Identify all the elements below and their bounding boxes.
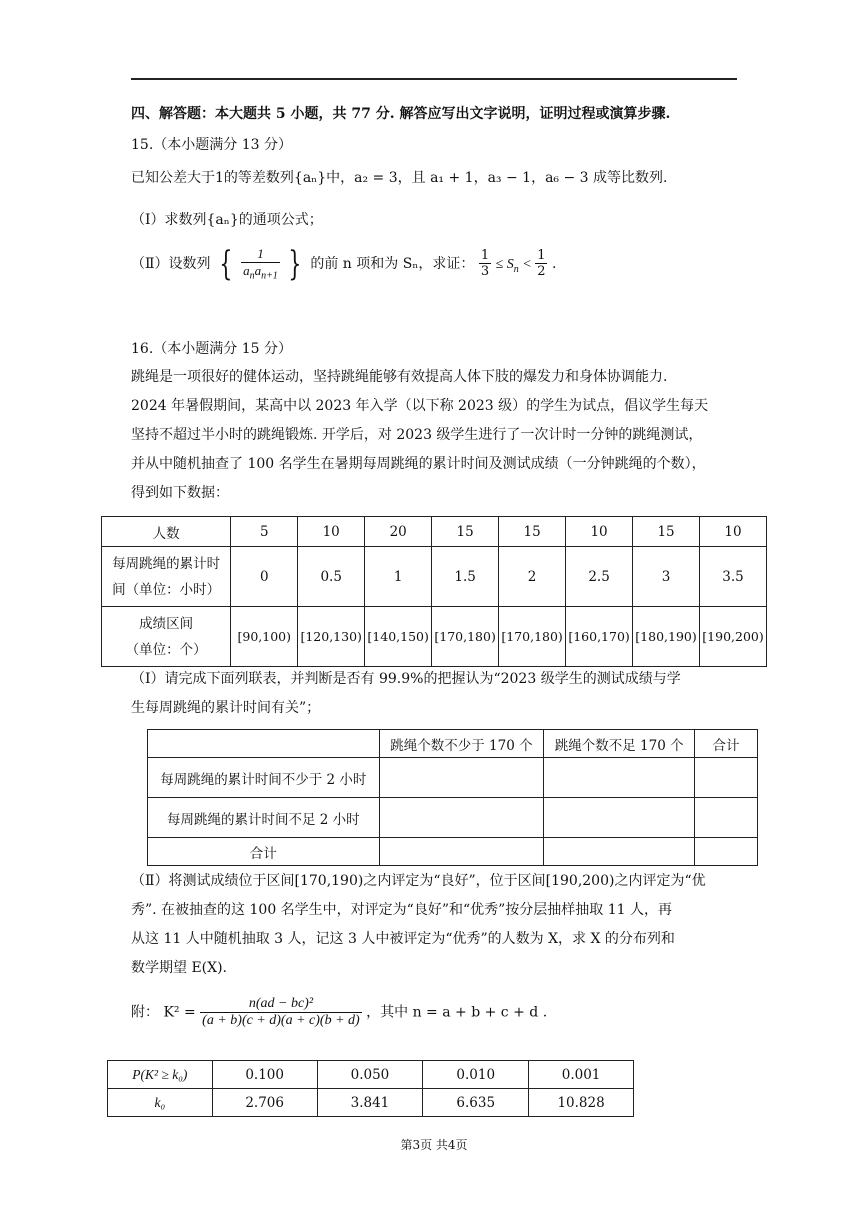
q16-part2-line2: 秀”. 在被抽查的这 100 名学生中，对评定为“良好”和“优秀”按分层抽样抽取 11 人，再 — [131, 902, 673, 918]
cell: [120,130) — [298, 607, 365, 667]
cell: 0.010 — [423, 1061, 529, 1089]
cell: [170,180) — [499, 607, 566, 667]
cell: [170,180) — [432, 607, 499, 667]
top-rule — [131, 78, 737, 80]
blank-cell[interactable] — [695, 838, 758, 866]
cell: [180,190) — [633, 607, 700, 667]
cell: 6.635 — [423, 1089, 529, 1117]
data-table — [101, 516, 767, 667]
q16-part1-line1: （Ⅰ）请完成下面列联表，并判断是否有 99.9%的把握认为“2023 级学生的测试成绩与学 — [131, 671, 681, 687]
contingency-table — [147, 729, 758, 866]
cell: 2 — [499, 547, 566, 607]
cell — [148, 730, 380, 758]
cell: 0.001 — [529, 1061, 634, 1089]
blank-cell[interactable] — [695, 798, 758, 838]
cell: 1 — [365, 547, 432, 607]
cell: 2.706 — [212, 1089, 317, 1117]
cell: [90,100) — [231, 607, 298, 667]
cell: 10 — [566, 517, 633, 547]
cell: [160,170) — [566, 607, 633, 667]
blank-cell[interactable] — [695, 758, 758, 798]
cell: 15 — [432, 517, 499, 547]
q15-part2-mid: 的前 n 项和为 Sₙ，求证： — [310, 255, 475, 272]
cell: 10 — [298, 517, 365, 547]
cell: 3 — [633, 547, 700, 607]
cell-header: 每周跳绳的累计时 间（单位：小时） — [102, 547, 231, 607]
cell: 0.5 — [298, 547, 365, 607]
cell: 0 — [231, 547, 298, 607]
q15-part1: （Ⅰ）求数列{aₙ}的通项公式； — [131, 212, 323, 228]
row-label: 合计 — [148, 838, 380, 866]
q15-title: 15.（本小题满分 13 分） — [131, 137, 292, 153]
cell: 2.5 — [566, 547, 633, 607]
q16-stem-2: 2024 年暑假期间，某高中以 2023 年入学（以下称 2023 级）的学生为试点，倡议学生每天 — [131, 398, 709, 414]
cell: 10.828 — [529, 1089, 634, 1117]
cell-header: 成绩区间 （单位：个） — [102, 607, 231, 667]
cell: 5 — [231, 517, 298, 547]
cell: [190,200) — [700, 607, 767, 667]
q16-part1-line2: 生每周跳绳的累计时间有关”； — [131, 700, 321, 716]
cell: 15 — [633, 517, 700, 547]
cell-header: 合计 — [695, 730, 758, 758]
row-label: 每周跳绳的累计时间不少于 2 小时 — [148, 758, 380, 798]
cell: 10 — [700, 517, 767, 547]
q15-part2-prefix: （Ⅱ）设数列 — [131, 255, 211, 272]
cell-header: 跳绳个数不足 170 个 — [544, 730, 695, 758]
blank-cell[interactable] — [544, 798, 695, 838]
cell: 15 — [499, 517, 566, 547]
k-table — [107, 1060, 634, 1117]
cell: [140,150) — [365, 607, 432, 667]
cell: 3.841 — [317, 1089, 423, 1117]
q16-stem-3: 坚持不超过半小时的跳绳锻炼. 开学后，对 2023 级学生进行了一次计时一分钟的跳绳测试， — [131, 427, 703, 443]
cell: 0.100 — [212, 1061, 317, 1089]
cell: 20 — [365, 517, 432, 547]
section-header: 四、解答题：本大题共 5 小题，共 77 分. 解答应写出文字说明，证明过程或演算步骤. — [131, 106, 671, 122]
page-footer: 第3页 共4页 — [400, 1138, 468, 1152]
blank-cell[interactable] — [544, 838, 695, 866]
q16-stem-5: 得到如下数据： — [131, 485, 229, 501]
cell-header: 跳绳个数不少于 170 个 — [379, 730, 544, 758]
q15-part2: （Ⅱ）设数列 { $\frac{1}{a_na_{n+1}}$ } 的前 n 项和为 Sₙ，求证： $\frac{1}{3}$ ≤ $S_n$ < $\frac{1}{2}$ . — [131, 243, 557, 284]
q16-title: 16.（本小题满分 15 分） — [131, 341, 292, 357]
q16-part2-line4: 数学期望 E(X). — [131, 960, 228, 976]
cell: 0.050 — [317, 1061, 423, 1089]
blank-cell[interactable] — [379, 758, 544, 798]
q15-stem: 已知公差大于1的等差数列{aₙ}中，a₂ = 3，且 a₁ + 1，a₃ − 1，a₆ − 3 成等比数列. — [131, 170, 668, 186]
cell: 1.5 — [432, 547, 499, 607]
q16-part2-line1: （Ⅱ）将测试成绩位于区间[170,190)之内评定为“良好”，位于区间[190,200)之内评定为“优 — [131, 873, 706, 889]
row-label: 每周跳绳的累计时间不足 2 小时 — [148, 798, 380, 838]
formula: 附： K² = $\frac{\text{n(ad − bc)²}}{(a + b)(c + d)(a + c)(b + d)}$ ，其中 n = a + b + c + d . — [131, 996, 548, 1028]
cell-header: k₀ — [108, 1089, 213, 1117]
q16-stem-4: 并从中随机抽查了 100 名学生在暑期每周跳绳的累计时间及测试成绩（一分钟跳绳的个数）， — [131, 456, 706, 472]
blank-cell[interactable] — [379, 838, 544, 866]
cell-header: P(K² ≥ k₀) — [108, 1061, 213, 1089]
q16-stem-1: 跳绳是一项很好的健体运动，坚持跳绳能够有效提高人体下肢的爆发力和身体协调能力. — [131, 369, 668, 385]
cell-header: 人数 — [102, 517, 231, 547]
blank-cell[interactable] — [379, 798, 544, 838]
q16-part2-line3: 从这 11 人中随机抽取 3 人，记这 3 人中被评定为“优秀”的人数为 X，求 X 的分布列和 — [131, 931, 675, 947]
cell: 3.5 — [700, 547, 767, 607]
blank-cell[interactable] — [544, 758, 695, 798]
